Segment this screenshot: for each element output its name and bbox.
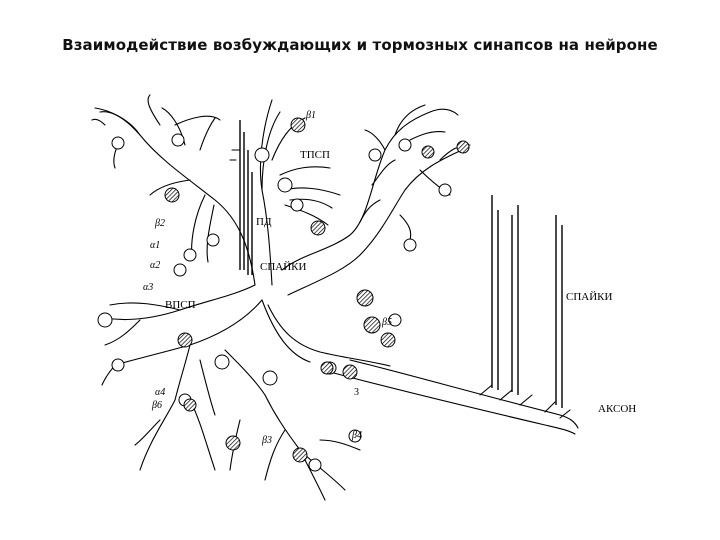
synapse-excitatory <box>112 137 124 149</box>
synapse-excitatory <box>404 239 416 251</box>
synapse-excitatory <box>255 148 269 162</box>
inhibitory-synapses <box>165 118 469 462</box>
synapse-inhibitory <box>321 362 333 374</box>
synapse-inhibitory <box>422 146 434 158</box>
tag-a4: α4 <box>155 387 166 398</box>
synapse-inhibitory <box>311 221 325 235</box>
tag-b4: β4 <box>352 430 362 441</box>
tag-a2: α2 <box>150 260 161 271</box>
synapse-excitatory <box>207 234 219 246</box>
synapse-excitatory <box>112 359 124 371</box>
tag-a3: α3 <box>143 282 154 293</box>
tag-b3: β3 <box>262 435 272 446</box>
tag-b1: β1 <box>306 110 316 121</box>
excitatory-synapses <box>98 134 451 471</box>
dendrites-upper-left <box>92 95 220 262</box>
synapse-excitatory <box>174 264 186 276</box>
synapse-inhibitory <box>357 290 373 306</box>
synapse-inhibitory <box>226 436 240 450</box>
synapse-inhibitory <box>291 118 305 132</box>
synapse-excitatory <box>263 371 277 385</box>
label-vpsp: ВПСП <box>165 299 196 311</box>
synapse-excitatory <box>98 313 112 327</box>
dendrites-lower-middle <box>225 350 360 500</box>
synapse-inhibitory <box>457 141 469 153</box>
synapse-inhibitory <box>178 333 192 347</box>
synapse-excitatory <box>278 178 292 192</box>
synapse-excitatory <box>309 459 321 471</box>
synapse-excitatory <box>399 139 411 151</box>
tag-a1: α1 <box>150 240 161 251</box>
synapse-inhibitory <box>184 399 196 411</box>
diagram-title: Взаимодействие возбуждающих и тормозных синапсов на нейроне <box>62 36 658 54</box>
center-spike-trace <box>230 120 252 275</box>
synapse-excitatory <box>369 149 381 161</box>
synapse-inhibitory <box>165 188 179 202</box>
synapse-excitatory <box>184 249 196 261</box>
label-tpsp: ТПСП <box>300 149 330 161</box>
synapse-excitatory <box>215 355 229 369</box>
tag-3: 3 <box>354 387 359 398</box>
axon <box>330 360 578 434</box>
label-spikes-right: СПАЙКИ <box>566 291 613 303</box>
synapse-inhibitory <box>343 365 357 379</box>
synapse-inhibitory <box>364 317 380 333</box>
label-axon: АКСОН <box>598 403 637 415</box>
label-spikes-center: СПАЙКИ <box>260 261 307 273</box>
label-pd: ПД <box>256 216 272 228</box>
synapse-inhibitory <box>293 448 307 462</box>
right-spike-trace <box>492 195 562 408</box>
synapse-inhibitory <box>381 333 395 347</box>
tag-b2: β2 <box>155 218 165 229</box>
tag-b6: β6 <box>152 400 162 411</box>
synapse-excitatory <box>172 134 184 146</box>
synapse-excitatory <box>439 184 451 196</box>
tag-b5: β5 <box>382 317 392 328</box>
synapse-excitatory <box>291 199 303 211</box>
